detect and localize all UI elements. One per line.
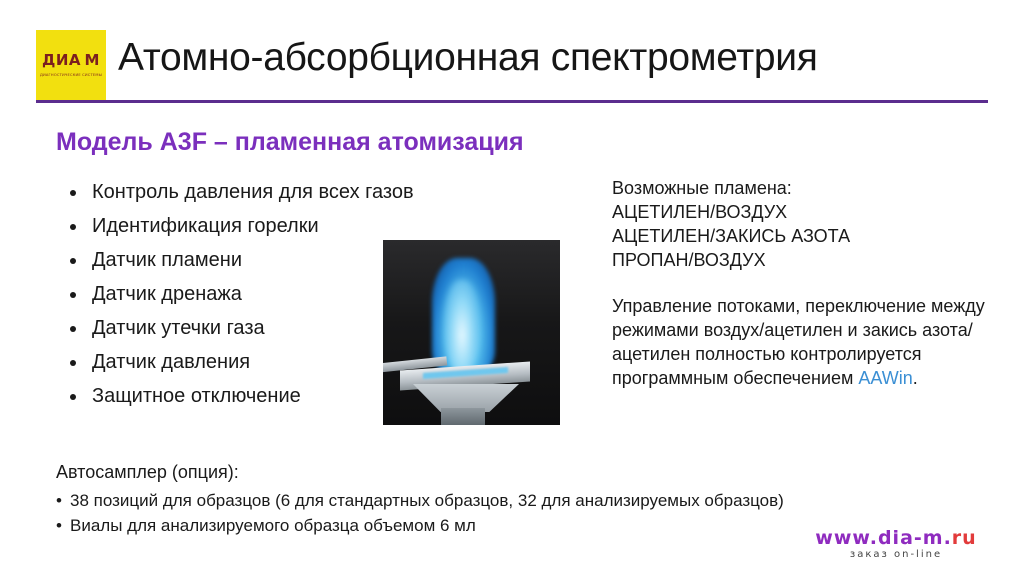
- burner-stem: [441, 408, 485, 425]
- list-item: • 38 позиций для образцов (6 для стандартных образцов, 32 для анализируемых образцов): [56, 488, 936, 513]
- right-text-block: [612, 176, 1002, 390]
- logo-subtext: ДИАГНОСТИЧЕСКИЕ СИСТЕМЫ: [39, 73, 102, 77]
- aawin-link[interactable]: AAWin: [858, 368, 913, 388]
- site-watermark: [796, 528, 996, 560]
- autosampler-heading: Автосамплер (опция):: [56, 462, 239, 482]
- flames-list: [612, 200, 1002, 272]
- control-paragraph: [612, 294, 1002, 390]
- list-item: Датчик утечки газа: [62, 318, 462, 339]
- list-item: АЦЕТИЛЕН/ЗАКИСЬ АЗОТА: [612, 226, 851, 246]
- flame-core: [445, 280, 479, 372]
- company-logo: [36, 30, 106, 100]
- list-item: • Виалы для анализируемого образца объемом 6 мл: [56, 513, 936, 538]
- slide-header: [0, 14, 1024, 100]
- list-item: Защитное отключение: [62, 386, 462, 407]
- list-item: Идентификация горелки: [62, 216, 462, 237]
- header-divider: [36, 100, 988, 103]
- list-item: Датчик пламени: [62, 250, 462, 271]
- burner-flame-photo: [383, 240, 560, 425]
- section-subtitle: Модель A3F – пламенная атомизация: [56, 128, 524, 156]
- flames-heading: Возможные пламена:: [612, 178, 792, 198]
- list-item: Датчик дренажа: [62, 284, 462, 305]
- watermark-url: [796, 528, 996, 548]
- list-item: ПРОПАН/ВОЗДУХ: [612, 250, 766, 270]
- logo-text: ДИА М: [42, 51, 100, 69]
- paragraph-text-part2: .: [912, 368, 918, 388]
- page-title: Атомно-абсорбционная спектрометрия: [118, 36, 818, 79]
- watermark-subtext: заказ on-line: [849, 549, 943, 560]
- top-edge: [0, 0, 1024, 10]
- bottom-edge: [0, 564, 1024, 572]
- autosampler-block: [56, 460, 936, 538]
- list-item: АЦЕТИЛЕН/ВОЗДУХ: [612, 202, 788, 222]
- list-item: Датчик давления: [62, 352, 462, 373]
- watermark-url-prefix: www.dia-m.: [815, 527, 952, 549]
- list-item: Контроль давления для всех газов: [62, 182, 462, 203]
- paragraph-text-part1: Управление потоками, переключение между режимами воздух/ацетилен и закись азота/ацетилен полностью контролируется программным обеспечением: [612, 296, 985, 388]
- watermark-url-suffix: ru: [951, 527, 977, 549]
